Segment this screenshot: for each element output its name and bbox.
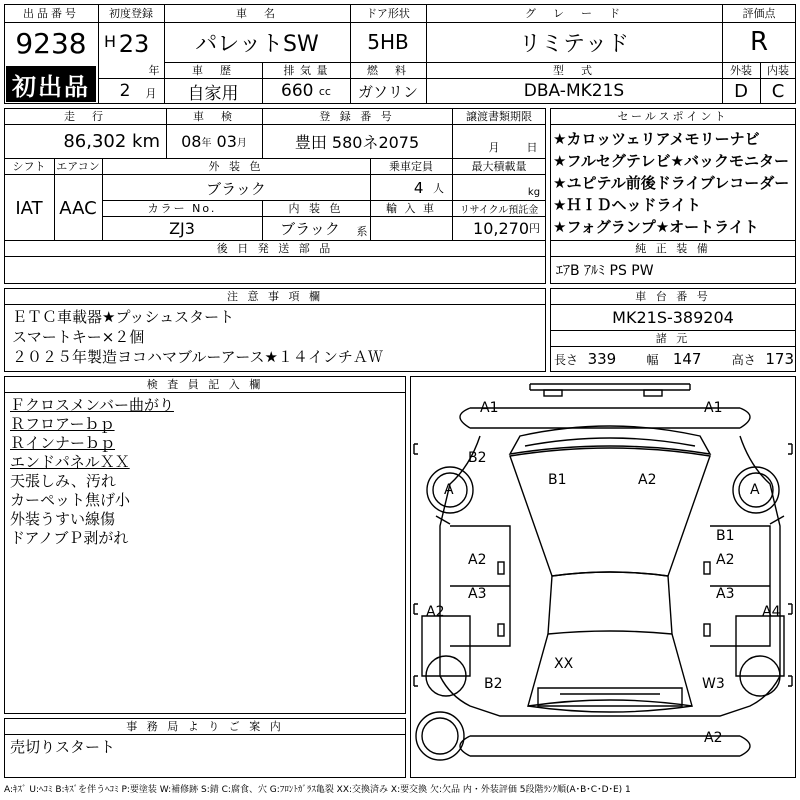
sales-point-item: ★フルセグテレビ★バックモニター (553, 152, 789, 170)
exterior-score: D (734, 80, 748, 102)
standard-equipment: ｴｱB ｱﾙﾐ PS PW (556, 263, 654, 279)
displacement (262, 79, 350, 103)
model: DBA-MK21S (523, 81, 625, 101)
sales-point-item: ★ユピテル前後ドライブレコーダー (553, 174, 790, 192)
sales-point-item: ★フォグランプ★オートライト (553, 218, 759, 236)
body-outline (440, 436, 780, 716)
front-bumper-shape (530, 384, 690, 390)
displacement-unit: cc (318, 84, 331, 98)
grade-label: グ レ ー ド (525, 7, 623, 20)
inspector-line: 天張しみ、汚れ (10, 472, 116, 490)
int-color-label: 内 装 色 (288, 202, 344, 215)
transfer-month-unit: 月 (488, 141, 500, 154)
sales-point-item: ★カロッツェリアメモリーナビ (553, 130, 760, 148)
max-load-label: 最大積載量 (471, 160, 527, 173)
inspection-month-unit: 月 (236, 137, 247, 149)
dims-label: 諸 元 (655, 332, 691, 345)
ac-label: エアコン (56, 160, 100, 173)
mark-wheel-right: A (750, 482, 760, 498)
import-label: 輸 入 車 (386, 202, 436, 215)
first-reg-month: 2 (119, 81, 131, 101)
inspection-month: 03 (216, 131, 237, 151)
first-reg-year: 23 (118, 30, 150, 58)
ext-color: ブラック (206, 179, 266, 198)
width: 147 (672, 350, 702, 368)
history-label: 車 歴 (192, 64, 234, 77)
color-no: ZJ3 (169, 218, 195, 238)
inspector-label: 検 査 員 記 入 欄 (146, 378, 264, 391)
recycle-unit: 円 (529, 222, 540, 235)
mark-hood-left: B1 (548, 472, 567, 488)
car-name-label: 車 名 (236, 7, 278, 20)
mark-rear-right: W3 (702, 676, 725, 692)
exterior-label: 外装 (730, 64, 752, 77)
note-line: ＥＴＣ車載器★プッシュスタート (12, 308, 235, 326)
mileage-value: 86,302 (63, 130, 127, 152)
note-line: スマートキー×２個 (12, 328, 145, 346)
hood-shape (510, 426, 710, 454)
inspection-year: 08 (181, 131, 202, 151)
displacement-value: 660 (281, 81, 314, 101)
rear-bumper-shape (538, 688, 682, 706)
grade: リミテッド (518, 31, 629, 57)
inspector-line: Ｒフロアーｂｐ (10, 415, 115, 433)
length: 339 (587, 350, 617, 368)
recycle-value: 10,270 (473, 218, 529, 238)
lot-number: 9238 (15, 26, 87, 60)
length-label: 長さ (554, 353, 579, 367)
transfer-label: 譲渡書類期限 (466, 110, 532, 123)
plate-label: 登 録 番 号 (319, 110, 395, 123)
car-diagram (410, 376, 796, 778)
inspection-date (166, 124, 262, 158)
recycle (452, 216, 546, 240)
fuel-label: 燃 料 (367, 64, 409, 77)
model-label: 型 式 (553, 64, 595, 77)
year-unit: 年 (148, 64, 160, 77)
era: H (103, 31, 117, 51)
score: R (749, 27, 769, 57)
mark-door-front-right: A2 (716, 552, 735, 568)
sales-point-item: ★ＨＩＤヘッドライト (553, 196, 701, 214)
inspection-label: 車 検 (193, 110, 235, 123)
cabin-shape (510, 448, 710, 576)
capacity-value: 4 (413, 179, 424, 197)
note-line: ２０２５年製造ヨコハマブルーアース★１４インチＡＷ (12, 348, 383, 366)
mark-side-left: A2 (426, 604, 445, 620)
height-label: 高さ (731, 353, 756, 367)
shift-label: シフト (12, 160, 46, 173)
standard-equipment-label: 純 正 装 備 (635, 242, 711, 255)
later-parts-label: 後 日 発 送 部 品 (216, 242, 334, 255)
door-label: ドア形状 (366, 7, 410, 20)
mark-roof-rear: XX (554, 656, 574, 672)
mark-door-right-upper: B1 (716, 528, 735, 544)
mark-door-front-left: A2 (468, 552, 487, 568)
mileage-label: 走 行 (64, 110, 106, 123)
inspector-line: エンドパネルＸＸ (10, 453, 130, 471)
first-listing-badge: 初出品 (6, 66, 96, 102)
width-label: 幅 (646, 353, 659, 367)
recycle-label: リサイクル預託金 (459, 204, 539, 216)
fuel: ガソリン (357, 82, 418, 101)
capacity (370, 176, 452, 200)
inspector-line: ドアノブＰ剥がれ (10, 529, 129, 547)
ac: AAC (59, 197, 97, 219)
chassis-number: MK21S-389204 (612, 308, 734, 327)
interior-score: C (771, 80, 785, 102)
mark-bumper-rear: A2 (704, 730, 723, 746)
plate: 豊田 580ネ2075 (294, 132, 420, 152)
history: 自家用 (187, 83, 239, 103)
lot-label: 出品番号 (23, 7, 79, 20)
int-color: ブラック (280, 219, 340, 238)
max-load-unit: kg (527, 186, 541, 198)
mark-front-left: A1 (480, 400, 499, 416)
notes-label: 注 意 事 項 欄 (227, 290, 323, 303)
legend: A:ｷｽﾞ U:ﾍｺﾐ B:ｷｽﾞを伴うﾍｺﾐ P:要塗装 W:補修跡 S:錆 C:腐食、穴 G:ﾌﾛﾝﾄｶﾞﾗｽ亀裂 XX:交換済み X:要交換 欠:欠品 内・外装評価 5段階ﾗﾝｸ順(A･B･C･D･E) 1 (4, 785, 631, 795)
car-name: パレットSW (195, 31, 319, 57)
office-label: 事 務 局 よ り ご 案 内 (126, 720, 284, 733)
mark-wheel-left: A (444, 482, 454, 498)
inspection-year-unit: 年 (201, 137, 212, 149)
height: 173 (765, 350, 794, 368)
first-reg-label: 初度登録 (109, 7, 153, 20)
shift: IAT (15, 197, 43, 219)
transfer-day-unit: 日 (526, 141, 538, 154)
ext-color-label: 外 装 色 (208, 160, 264, 173)
chassis-label: 車 台 番 号 (635, 290, 711, 303)
door-type: 5HB (367, 30, 409, 54)
inspector-line: 外装うすい線傷 (10, 510, 116, 528)
capacity-label: 乗車定員 (389, 160, 433, 173)
score-label: 評価点 (742, 7, 776, 20)
mark-door-rear-left: A3 (468, 586, 487, 602)
displacement-label: 排 気 量 (283, 64, 329, 77)
inspector-line: Ｆクロスメンバー曲がり (10, 396, 174, 414)
mileage (4, 124, 166, 158)
inspector-line: カーペット焦げ小 (10, 491, 131, 509)
int-color-suffix: 系 (356, 225, 368, 238)
office-value: 売切りスタート (10, 738, 116, 756)
dims-row (554, 347, 794, 371)
inspector-line: Ｒインナーｂｐ (10, 434, 116, 452)
mark-fender-left: B2 (468, 450, 487, 466)
month-unit: 月 (145, 87, 157, 100)
mileage-unit: km (132, 130, 160, 152)
color-no-label: カラー No. (147, 202, 217, 215)
spare-tire (416, 712, 464, 760)
roof-shape (548, 572, 672, 634)
interior-label: 内装 (767, 64, 789, 77)
mark-side-right: A4 (762, 604, 781, 620)
sales-points-label: セールスポイント (617, 110, 729, 123)
mark-hood-right: A2 (638, 472, 657, 488)
mark-door-rear-right: A3 (716, 586, 735, 602)
capacity-unit: 人 (433, 182, 444, 195)
mark-rear-left: B2 (484, 676, 503, 692)
mark-front-right: A1 (704, 400, 723, 416)
